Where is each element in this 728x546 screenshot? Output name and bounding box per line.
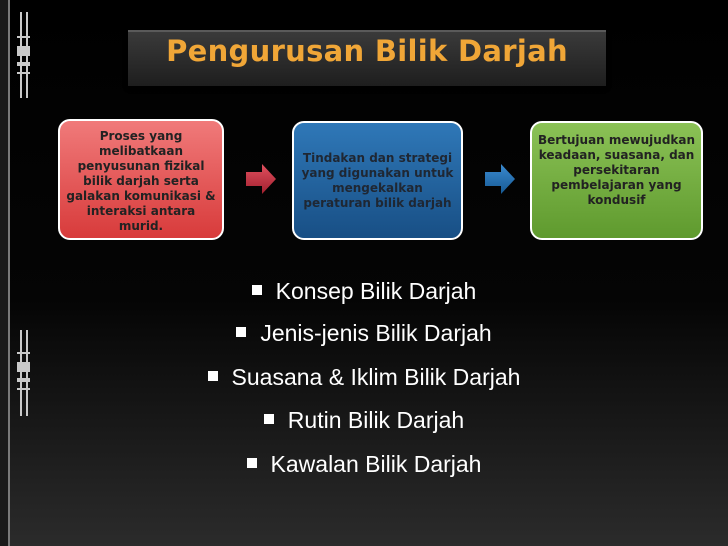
bullet-item: Suasana & Iklim Bilik Darjah xyxy=(0,364,728,391)
bullet-item: Rutin Bilik Darjah xyxy=(0,407,728,434)
square-bullet-icon xyxy=(247,458,257,468)
arrow-right-icon xyxy=(244,162,278,196)
slide-title: Pengurusan Bilik Darjah xyxy=(166,34,568,68)
diagram-box-strategy-text: Tindakan dan strategi yang digunakan untuk mengekalkan peraturan bilik darjah xyxy=(301,150,454,210)
diagram-box-purpose-text: Bertujuan mewujudkan keadaan, suasana, dan persekitaran pembelajaran yang kondusif xyxy=(537,133,696,207)
square-bullet-icon xyxy=(264,414,274,424)
diagram-box-strategy xyxy=(292,121,463,240)
diagram-box-process xyxy=(58,119,224,240)
arrow-right-icon xyxy=(483,162,517,196)
bullet-item: Jenis-jenis Bilik Darjah xyxy=(0,320,728,347)
square-bullet-icon xyxy=(208,371,218,381)
diagram-box-process-text: Proses yang melibatkaan penyusunan fizikal bilik darjah serta galakan komunikasi & interaksi antara murid. xyxy=(66,129,216,233)
diagram-box-purpose xyxy=(530,121,703,240)
bullet-item: Konsep Bilik Darjah xyxy=(0,278,728,305)
square-bullet-icon xyxy=(236,327,246,337)
bullet-item: Kawalan Bilik Darjah xyxy=(0,451,728,478)
square-bullet-icon xyxy=(252,285,262,295)
